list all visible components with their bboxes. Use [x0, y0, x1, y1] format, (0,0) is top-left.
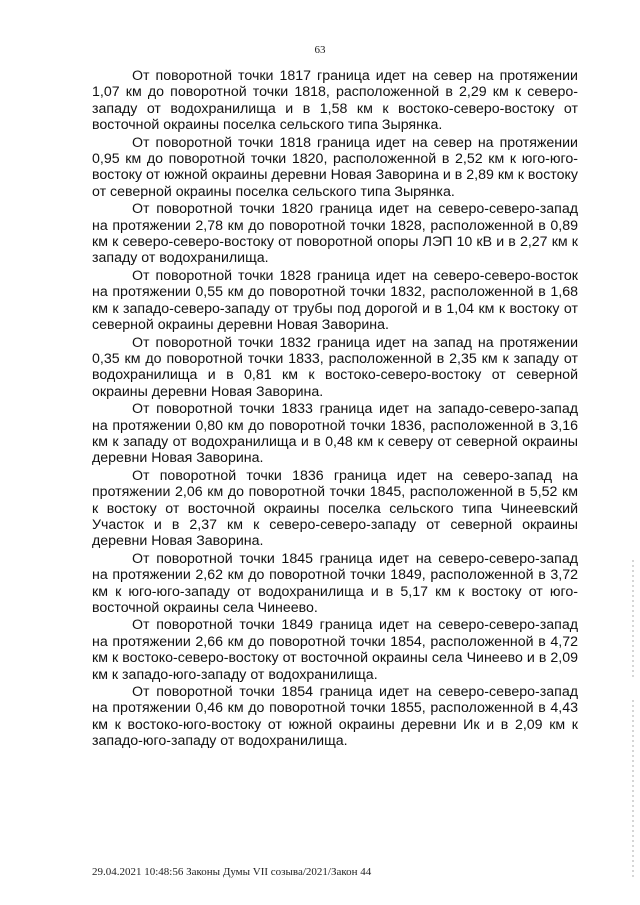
- document-body: [92, 68, 578, 751]
- scan-margin-mark: [632, 700, 634, 880]
- document-footer: 29.04.2021 10:48:56 Законы Думы VII созыва/2021/Закон 44: [92, 866, 372, 878]
- paragraph: От поворотной точки 1845 граница идет на северо-северо-запад на протяжении 2,62 км до поворотной точки 1849, расположенной в 3,72 км к юго-юго-западу от водохранилища и в 5,17 км к востоку от юго-восточной окраины села Чинеево.: [92, 550, 578, 616]
- paragraph: От поворотной точки 1836 граница идет на северо-запад на протяжении 2,06 км до поворотной точки 1845, расположенной в 5,52 км к востоку от восточной окраины поселка сельского типа Чинеевский Участок и в 2,37 км к северо-северо-западу от северной окраины деревни Новая Заворина.: [92, 467, 578, 550]
- paragraph: От поворотной точки 1832 граница идет на запад на протяжении 0,35 км до поворотной точки 1833, расположенной в 2,35 км к западу от водохранилища и в 0,81 км к востоко-северо-востоку от северной окраины деревни Новая Заворина.: [92, 334, 578, 400]
- paragraph: От поворотной точки 1817 граница идет на север на протяжении 1,07 км до поворотной точки 1818, расположенной в 2,29 км к северо-западу от водохранилища и в 1,58 км к востоко-северо-востоку от восточной окраины поселка сельского типа Зырянка.: [92, 68, 578, 134]
- paragraph: От поворотной точки 1828 граница идет на северо-северо-восток на протяжении 0,55 км до поворотной точки 1832, расположенной в 1,68 км к западо-северо-западу от трубы под дорогой и в 1,04 км к востоку от северной окраины деревни Новая Заворина.: [92, 267, 578, 334]
- paragraph: От поворотной точки 1820 граница идет на северо-северо-запад на протяжении 2,78 км до поворотной точки 1828, расположенной в 0,89 км к северо-северо-востоку от поворотной опоры ЛЭП 10 кВ и в 2,27 км к западу от водохранилища.: [92, 201, 578, 267]
- paragraph: От поворотной точки 1818 граница идет на север на протяжении 0,95 км до поворотной точки 1820, расположенной в 2,52 км к юго-юго-востоку от южной окраины деревни Новая Заворина и в 2,89 км к востоку от северной окраины поселка сельского типа Зырянка.: [92, 134, 578, 200]
- paragraph: От поворотной точки 1849 граница идет на северо-северо-запад на протяжении 2,66 км до поворотной точки 1854, расположенной в 4,72 км к востоко-северо-востоку от восточной окраины села Чинеево и в 2,09 км к западо-юго-западу от водохранилища.: [92, 617, 578, 683]
- paragraph: От поворотной точки 1854 граница идет на северо-северо-запад на протяжении 0,46 км до поворотной точки 1855, расположенной в 4,43 км к востоко-юго-востоку от южной окраины деревни Ик и в 2,09 км к западо-юго-западу от водохранилища.: [92, 684, 578, 750]
- page-number: 63: [314, 44, 326, 56]
- paragraph: От поворотной точки 1833 граница идет на западо-северо-запад на протяжении 0,80 км до поворотной точки 1836, расположенной в 3,16 км к западу от водохранилища и в 0,48 км к северу от северной окраины деревни Новая Заворина.: [92, 401, 578, 467]
- scan-margin-mark: [632, 560, 634, 680]
